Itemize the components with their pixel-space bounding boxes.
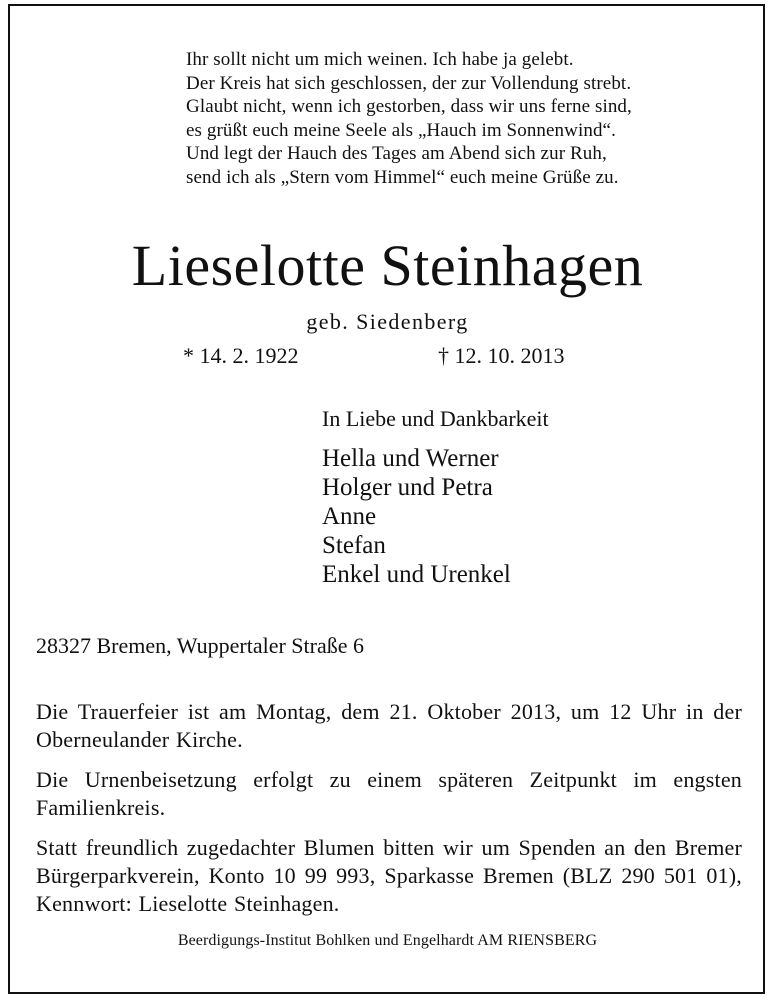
birth-date: * 14. 2. 1922	[183, 343, 299, 368]
poem-line: Und legt der Hauch des Tages am Abend sich zur Ruh,	[186, 143, 607, 164]
poem-line: Der Kreis hat sich geschlossen, der zur Vollendung strebt.	[186, 72, 632, 94]
funeral-home: Beerdigungs-Institut Bohlken und Engelhardt AM RIENSBERG	[177, 932, 598, 949]
maiden-name: geb. Siedenberg	[306, 309, 469, 334]
burial-notice: Die Urnenbeisetzung erfolgt zu einem späteren Zeitpunkt im engsten Familienkreis.	[36, 767, 742, 820]
poem-line: es grüßt euch meine Seele als „Hauch im Sonnenwind“.	[186, 119, 616, 141]
death-date: † 12. 10. 2013	[438, 343, 565, 368]
mourners-block	[322, 404, 752, 589]
poem-line: Ihr sollt nicht um mich weinen. Ich habe ja gelebt.	[186, 49, 574, 70]
mourner-name: Enkel und Urenkel	[322, 561, 511, 588]
mourner-name: Anne	[322, 503, 377, 530]
funeral-service-notice: Die Trauerfeier ist am Montag, dem 21. Oktober 2013, um 12 Uhr in der Oberneulander Kirche.	[36, 699, 742, 752]
memorial-poem	[186, 48, 746, 189]
mourner-name: Hella und Werner	[322, 445, 499, 472]
mourner-name: Stefan	[322, 532, 386, 559]
deceased-name: Lieselotte Steinhagen	[131, 233, 644, 298]
poem-line: Glaubt nicht, wenn ich gestorben, dass wir uns ferne sind,	[186, 96, 632, 117]
poem-line: send ich als „Stern vom Himmel“ euch meine Grüße zu.	[186, 166, 619, 188]
donation-notice: Statt freundlich zugedachter Blumen bitten wir um Spenden an den Bremer Bürgerparkverein, Konto 10 99 993, Sparkasse Bremen (BLZ 290 501 01), Kennwort: Lieselotte Steinhagen.	[36, 835, 742, 916]
family-address: 28327 Bremen, Wuppertaler Straße 6	[36, 633, 365, 658]
mourners-heading: In Liebe und Dankbarkeit	[322, 406, 549, 431]
mourner-name: Holger und Petra	[322, 474, 493, 501]
notices-block	[36, 698, 742, 930]
